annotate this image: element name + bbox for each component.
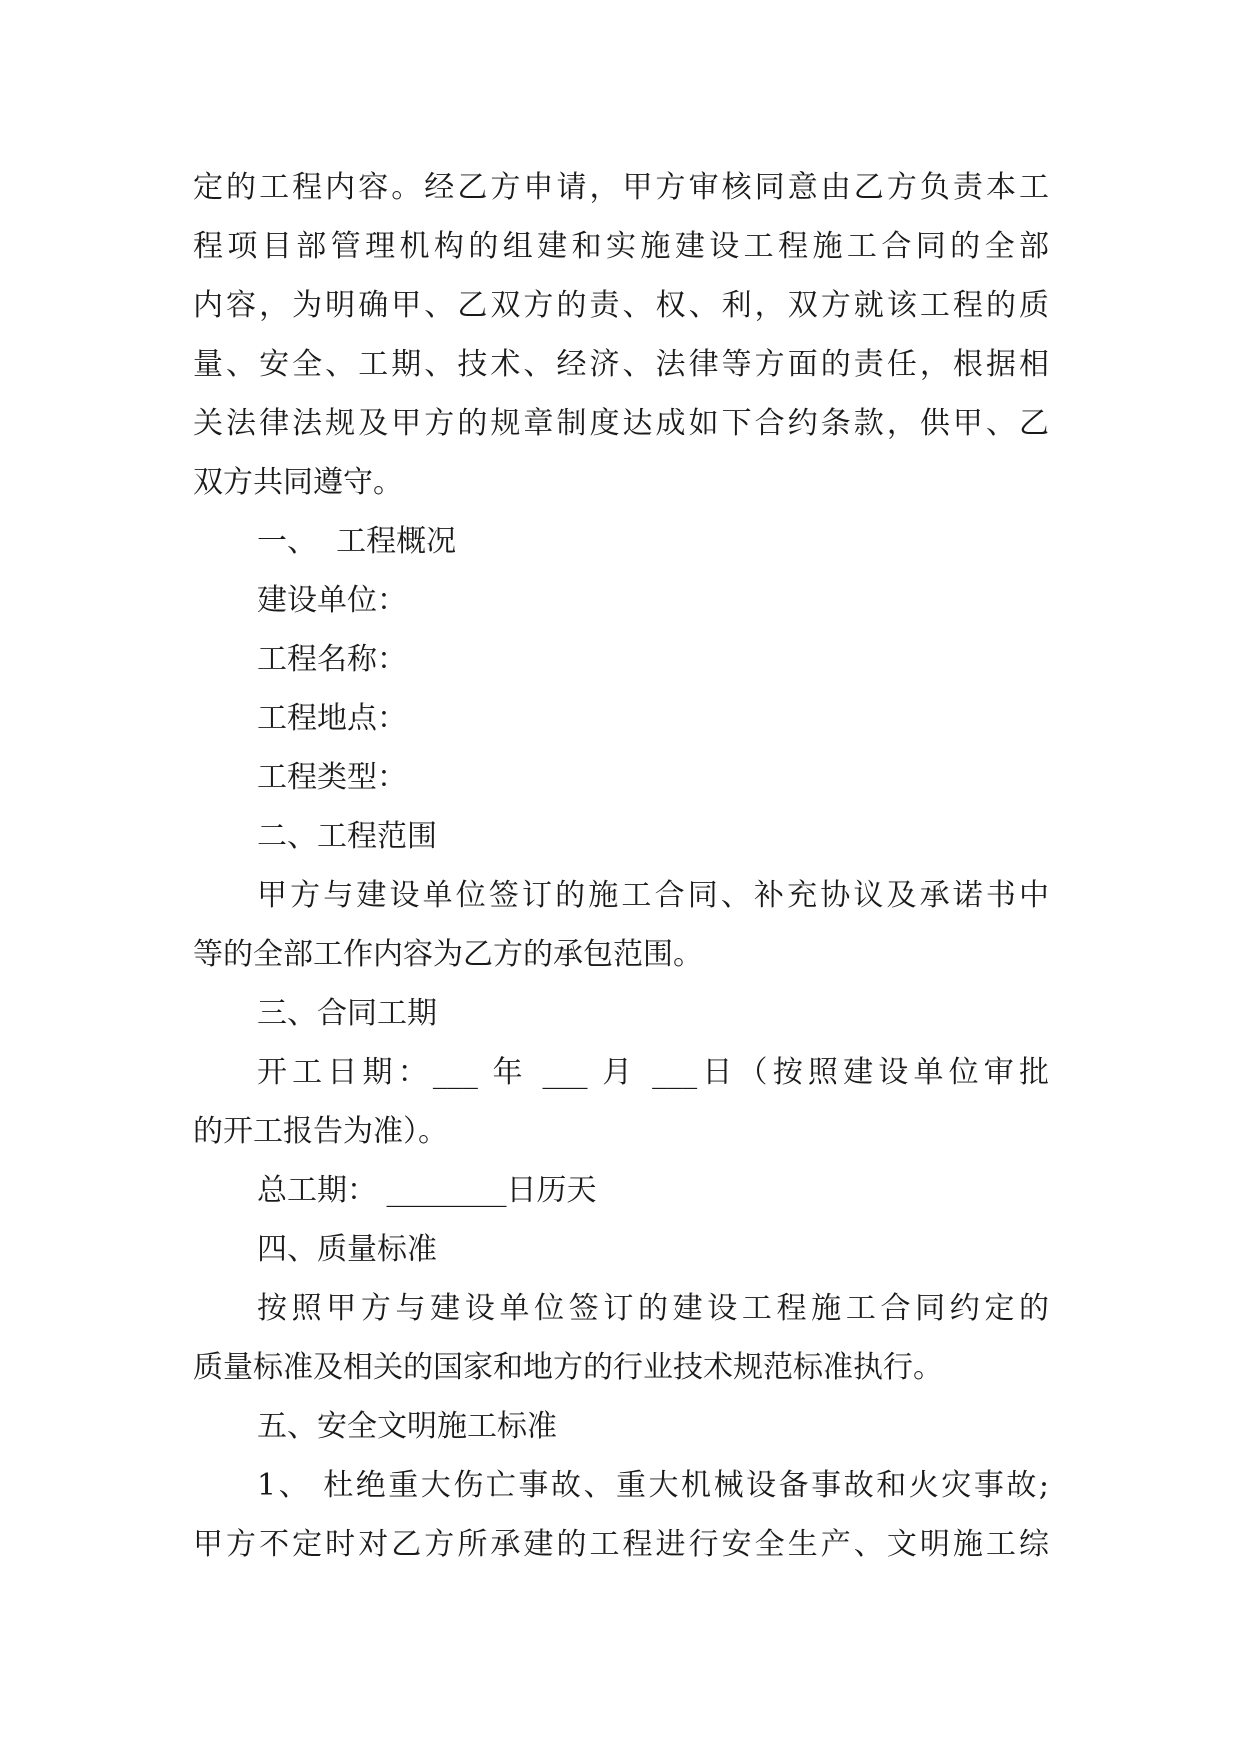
paragraph-line: 定的工程内容。经乙方申请，甲方审核同意由乙方负责本工 — [193, 170, 1049, 205]
paragraph-line: 甲方与建设单位签订的施工合同、补充协议及承诺书中 — [257, 878, 1049, 913]
section-heading: 三、合同工期 — [257, 996, 437, 1031]
field-label: 建设单位： — [257, 583, 407, 618]
paragraph-line: 关法律法规及甲方的规章制度达成如下合约条款，供甲、乙 — [193, 406, 1049, 441]
paragraph-line: 的开工报告为准）。 — [193, 1114, 448, 1149]
paragraph-line: 按照甲方与建设单位签订的建设工程施工合同约定的 — [257, 1291, 1049, 1326]
field-label: 工程类型： — [257, 760, 407, 795]
section-heading: 四、质量标准 — [257, 1232, 437, 1267]
total-duration-line: 总工期： ________日历天 — [257, 1173, 597, 1208]
paragraph-line: 量、安全、工期、技术、经济、法律等方面的责任，根据相 — [193, 347, 1049, 382]
field-label: 工程地点： — [257, 701, 407, 736]
list-item: 1、 杜绝重大伤亡事故、重大机械设备事故和火灾事故; — [257, 1468, 1049, 1503]
paragraph-line: 等的全部工作内容为乙方的承包范围。 — [193, 937, 703, 972]
paragraph-line: 质量标准及相关的国家和地方的行业技术规范标准执行。 — [193, 1350, 943, 1385]
document-page — [193, 158, 1049, 1574]
section-heading: 五、安全文明施工标准 — [257, 1409, 557, 1444]
paragraph-line: 程项目部管理机构的组建和实施建设工程施工合同的全部 — [193, 229, 1049, 264]
paragraph-line: 内容，为明确甲、乙双方的责、权、利，双方就该工程的质 — [193, 288, 1049, 323]
field-label: 工程名称： — [257, 642, 407, 677]
start-date-line: 开工日期：___ 年 ___ 月 ___日（按照建设单位审批 — [257, 1055, 1049, 1090]
section-heading: 一、 工程概况 — [257, 524, 457, 559]
section-heading: 二、工程范围 — [257, 819, 437, 854]
paragraph-line: 双方共同遵守。 — [193, 465, 403, 500]
paragraph-line: 甲方不定时对乙方所承建的工程进行安全生产、文明施工综 — [193, 1527, 1049, 1562]
